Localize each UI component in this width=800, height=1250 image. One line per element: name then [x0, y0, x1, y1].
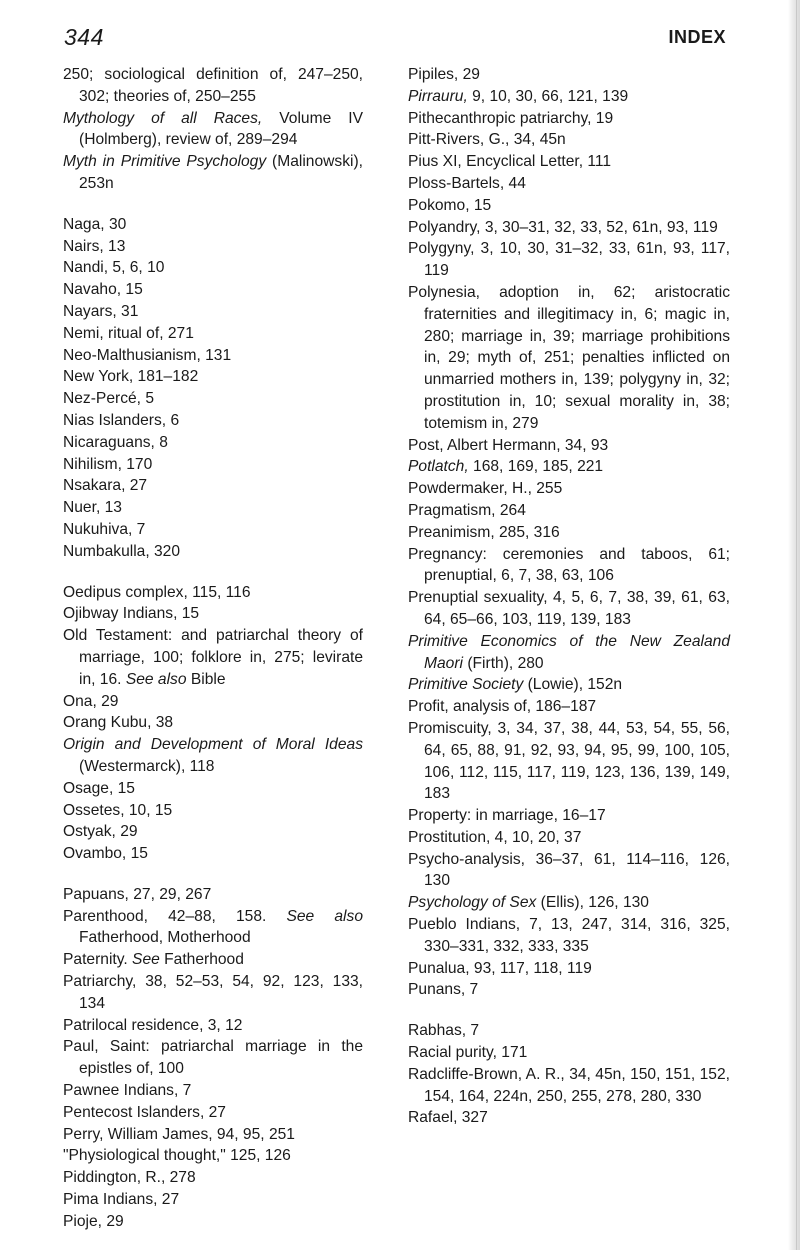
index-entry-text: Racial purity, 171	[408, 1044, 528, 1062]
index-entry	[63, 64, 363, 108]
index-entry	[408, 631, 730, 675]
index-entry-text: Pitt-Rivers, G., 34, 45n	[408, 131, 566, 149]
index-entry	[63, 1102, 363, 1124]
index-entry	[63, 1211, 363, 1233]
index-entry	[63, 541, 363, 563]
index-entry-text: 9, 10, 30, 66, 121, 139	[467, 87, 629, 105]
index-entry-text: Ostyak, 29	[63, 823, 138, 841]
index-entry-text: Rafael, 327	[408, 1109, 488, 1127]
index-entry	[408, 173, 730, 195]
index-entry-text: Bible	[186, 670, 226, 688]
index-entry	[408, 500, 730, 522]
index-entry	[63, 1080, 363, 1102]
index-entry-text: Osage, 15	[63, 779, 135, 797]
index-entry	[63, 582, 363, 604]
index-entry-italic-text: See also	[125, 670, 187, 688]
index-entry	[63, 884, 363, 906]
index-entry-text: Pius XI, Encyclical Letter, 111	[408, 153, 612, 171]
index-entry-text: Powdermaker, H., 255	[408, 480, 563, 498]
index-entry-text: Pueblo Indians, 7, 13, 247, 314, 316, 325, 330–331, 332, 333, 335	[408, 916, 730, 955]
index-entry	[408, 587, 730, 631]
index-entry	[63, 214, 363, 236]
index-entry	[63, 236, 363, 258]
index-entry	[63, 1036, 363, 1080]
index-entry-text: Nandi, 5, 6, 10	[63, 259, 165, 277]
index-entry	[63, 603, 363, 625]
page-header	[64, 24, 726, 54]
index-entry	[408, 217, 730, 239]
index-entry	[63, 454, 363, 476]
index-entry	[63, 1145, 363, 1167]
index-entry	[63, 410, 363, 432]
index-entry	[63, 949, 363, 971]
index-entry	[63, 843, 363, 865]
index-entry	[63, 323, 363, 345]
index-entry-text: Pentecost Islanders, 27	[63, 1103, 226, 1121]
index-entry	[408, 1020, 730, 1042]
index-entry	[63, 1189, 363, 1211]
index-entry-text: Nihilism, 170	[63, 455, 153, 473]
index-entry-text: Pipiles, 29	[408, 66, 480, 83]
index-entry-text: Fatherhood, Motherhood	[79, 929, 251, 947]
index-entry	[408, 282, 730, 435]
index-entry	[63, 625, 363, 690]
index-entry-text: Rabhas, 7	[408, 1022, 480, 1040]
index-entry-text: Pioje, 29	[63, 1212, 124, 1230]
index-entry	[408, 151, 730, 173]
index-entry	[408, 456, 730, 478]
index-entry	[408, 674, 730, 696]
index-column-right	[408, 64, 730, 1129]
index-entry-text: (Westermarck), 118	[79, 757, 215, 775]
index-entry-italic-text: Mythology of all Races,	[63, 109, 263, 127]
index-entry	[408, 544, 730, 588]
index-entry	[408, 827, 730, 849]
index-entry	[408, 435, 730, 457]
index-entry-italic-text: Myth in Primitive Psychology	[63, 153, 267, 171]
index-entry-text: Nairs, 13	[63, 237, 126, 255]
index-entry	[63, 800, 363, 822]
index-entry-text: Nicaraguans, 8	[63, 433, 168, 451]
index-entry-italic-text: Potlatch,	[408, 458, 469, 476]
index-entry-text: Patrilocal residence, 3, 12	[63, 1016, 243, 1034]
index-entry	[408, 86, 730, 108]
index-entry-text: Parenthood, 42–88, 158.	[63, 907, 287, 925]
index-entry	[63, 497, 363, 519]
index-entry	[408, 522, 730, 544]
index-entry-text: Ossetes, 10, 15	[63, 801, 173, 819]
index-entry-text: New York, 181–182	[63, 368, 199, 386]
index-entry-italic-text: Origin and Development of Moral Ideas	[63, 736, 363, 754]
index-entry-text: Paul, Saint: patriarchal marriage in the epistles of, 100	[63, 1038, 363, 1078]
index-entry-text: Pokomo, 15	[408, 196, 492, 214]
index-entry	[63, 1167, 363, 1189]
index-entry-text: Nias Islanders, 6	[63, 411, 180, 429]
index-entry	[63, 366, 363, 388]
index-entry	[63, 971, 363, 1015]
index-entry-text: Prostitution, 4, 10, 20, 37	[408, 828, 582, 846]
index-entry-italic-text: Primitive Society	[408, 676, 524, 694]
index-entry	[408, 64, 730, 86]
index-entry-text: Post, Albert Hermann, 34, 93	[408, 436, 609, 454]
index-entry-text: Nuer, 13	[63, 499, 122, 517]
index-entry	[63, 301, 363, 323]
index-entry-text: Ovambo, 15	[63, 845, 148, 863]
index-entry	[408, 696, 730, 718]
index-entry	[408, 805, 730, 827]
index-entry	[63, 257, 363, 279]
index-entry	[408, 1107, 730, 1129]
page-number: 344	[64, 24, 104, 50]
index-entry	[63, 906, 363, 950]
index-entry-text: Pima Indians, 27	[63, 1191, 180, 1209]
index-entry-text: Nez-Percé, 5	[63, 390, 154, 408]
index-entry	[408, 478, 730, 500]
index-entry	[63, 388, 363, 410]
index-entry	[408, 958, 730, 980]
index-entry	[408, 979, 730, 1001]
index-entry-text: Ona, 29	[63, 692, 119, 710]
index-entry-italic-text: Primitive Economics of the New Zealand Maori	[408, 632, 730, 672]
index-entry-text: Paternity.	[63, 951, 133, 969]
index-entry	[63, 432, 363, 454]
index-entry-text: Polygyny, 3, 10, 30, 31–32, 33, 61n, 93, 117, 119	[408, 240, 730, 280]
index-entry-text: Numbakulla, 320	[63, 542, 181, 560]
index-entry	[408, 1064, 730, 1108]
index-entry-italic-text: Psychology of Sex	[408, 894, 537, 912]
index-entry	[408, 238, 730, 282]
index-entry-text: Radcliffe-Brown, A. R., 34, 45n, 150, 151, 152, 154, 164, 224n, 250, 255, 278, 280, 330	[408, 1065, 730, 1105]
index-entry	[63, 151, 363, 195]
index-entry-text: 168, 169, 185, 221	[468, 458, 604, 476]
index-entry-text: Oedipus complex, 115, 116	[63, 583, 251, 601]
index-entry-text: Navaho, 15	[63, 281, 143, 299]
index-entry-text: Volume IV (Holmberg), review of, 289–294	[79, 109, 363, 149]
index-entry-text: Patriarchy, 38, 52–53, 54, 92, 123, 133, 134	[63, 973, 363, 1012]
index-entry	[63, 108, 363, 152]
index-entry-text: Pawnee Indians, 7	[63, 1082, 192, 1100]
index-entry-text: Pregnancy: ceremonies and taboos, 61; prenuptial, 6, 7, 38, 63, 106	[408, 545, 730, 585]
index-entry	[63, 712, 363, 734]
index-entry	[63, 1124, 363, 1146]
index-entry-text: Papuans, 27, 29, 267	[63, 885, 212, 903]
index-entry-text: Profit, analysis of, 186–187	[408, 698, 597, 716]
index-entry-text: Naga, 30	[63, 215, 127, 233]
index-entry	[408, 718, 730, 805]
index-entry	[63, 821, 363, 843]
index-entry-text: Punalua, 93, 117, 118, 119	[408, 959, 592, 977]
index-entry-text: "Physiological thought," 125, 126	[63, 1147, 291, 1165]
index-entry-text: Fatherhood	[159, 951, 244, 969]
index-entry-text: Neo-Malthusianism, 131	[63, 346, 232, 364]
index-entry-text: Nemi, ritual of, 271	[63, 324, 194, 342]
index-entry-text: Punans, 7	[408, 981, 479, 999]
index-entry	[408, 849, 730, 893]
index-entry-text: Nayars, 31	[63, 302, 139, 320]
index-entry-text: Old Testament: and patriarchal theory of marriage, 100; folklore in, 275; levirate in, 16.	[63, 627, 363, 688]
index-entry-text: Nukuhiva, 7	[63, 520, 146, 538]
index-entry	[63, 734, 363, 778]
index-entry-italic-text: See also	[286, 907, 363, 925]
index-entry	[63, 519, 363, 541]
index-entry	[63, 279, 363, 301]
index-entry	[408, 1042, 730, 1064]
running-head: INDEX	[668, 27, 726, 47]
index-entry-italic-text: See	[132, 951, 160, 969]
index-entry-text: (Lowie), 152n	[523, 676, 623, 694]
index-column-left	[63, 64, 363, 1233]
index-entry-italic-text: Pirrauru,	[408, 87, 468, 105]
page-edge-shadow	[788, 0, 800, 1250]
index-entry-text: 250; sociological definition of, 247–250, 302; theories of, 250–255	[63, 66, 363, 105]
index-entry-text: (Ellis), 126, 130	[536, 894, 649, 912]
index-entry-text: (Malinowski), 253n	[79, 153, 363, 192]
index-entry	[63, 475, 363, 497]
index-entry	[408, 892, 730, 914]
index-entry-text: Ojibway Indians, 15	[63, 605, 200, 623]
index-entry-text: Prenuptial sexuality, 4, 5, 6, 7, 38, 39, 61, 63, 64, 65–66, 103, 119, 139, 183	[408, 589, 730, 628]
index-entry	[408, 914, 730, 958]
index-entry-text: Polynesia, adoption in, 62; aristocratic fraternities and illegitimacy in, 6; magic in, 280; marriage in, 39; marriage prohibitions in, 29; myth of, 251; penalties inflicted on unmarried mothers in, 139; polygyny in, 32; prostitution in, 10; sexual morality in, 38; totemism in, 279	[408, 283, 730, 432]
index-entry-text: (Firth), 280	[463, 654, 544, 672]
index-entry	[408, 108, 730, 130]
index-entry-text: Piddington, R., 278	[63, 1169, 196, 1187]
index-entry	[408, 129, 730, 151]
index-entry-text: Perry, William James, 94, 95, 251	[63, 1125, 295, 1143]
index-entry-text: Polyandry, 3, 30–31, 32, 33, 52, 61n, 93, 119	[408, 218, 718, 236]
index-entry-text: Preanimism, 285, 316	[408, 523, 560, 541]
index-entry-text: Orang Kubu, 38	[63, 714, 174, 732]
index-entry-text: Pithecanthropic patriarchy, 19	[408, 109, 614, 127]
index-entry-text: Promiscuity, 3, 34, 37, 38, 44, 53, 54, 55, 56, 64, 65, 88, 91, 92, 93, 94, 95, 99, 100, 105, 106, 112, 115, 117, 119, 123, 136, 139, 149, 183	[408, 719, 730, 803]
index-entry-text: Ploss-Bartels, 44	[408, 174, 526, 192]
index-entry-text: Nsakara, 27	[63, 477, 148, 495]
index-entry-text: Property: in marriage, 16–17	[408, 807, 606, 825]
index-entry	[408, 195, 730, 217]
index-entry-text: Psycho-analysis, 36–37, 61, 114–116, 126, 130	[408, 850, 730, 890]
index-entry	[63, 1015, 363, 1037]
index-entry-text: Pragmatism, 264	[408, 501, 526, 519]
index-entry	[63, 345, 363, 367]
index-entry	[63, 778, 363, 800]
index-entry	[63, 691, 363, 713]
